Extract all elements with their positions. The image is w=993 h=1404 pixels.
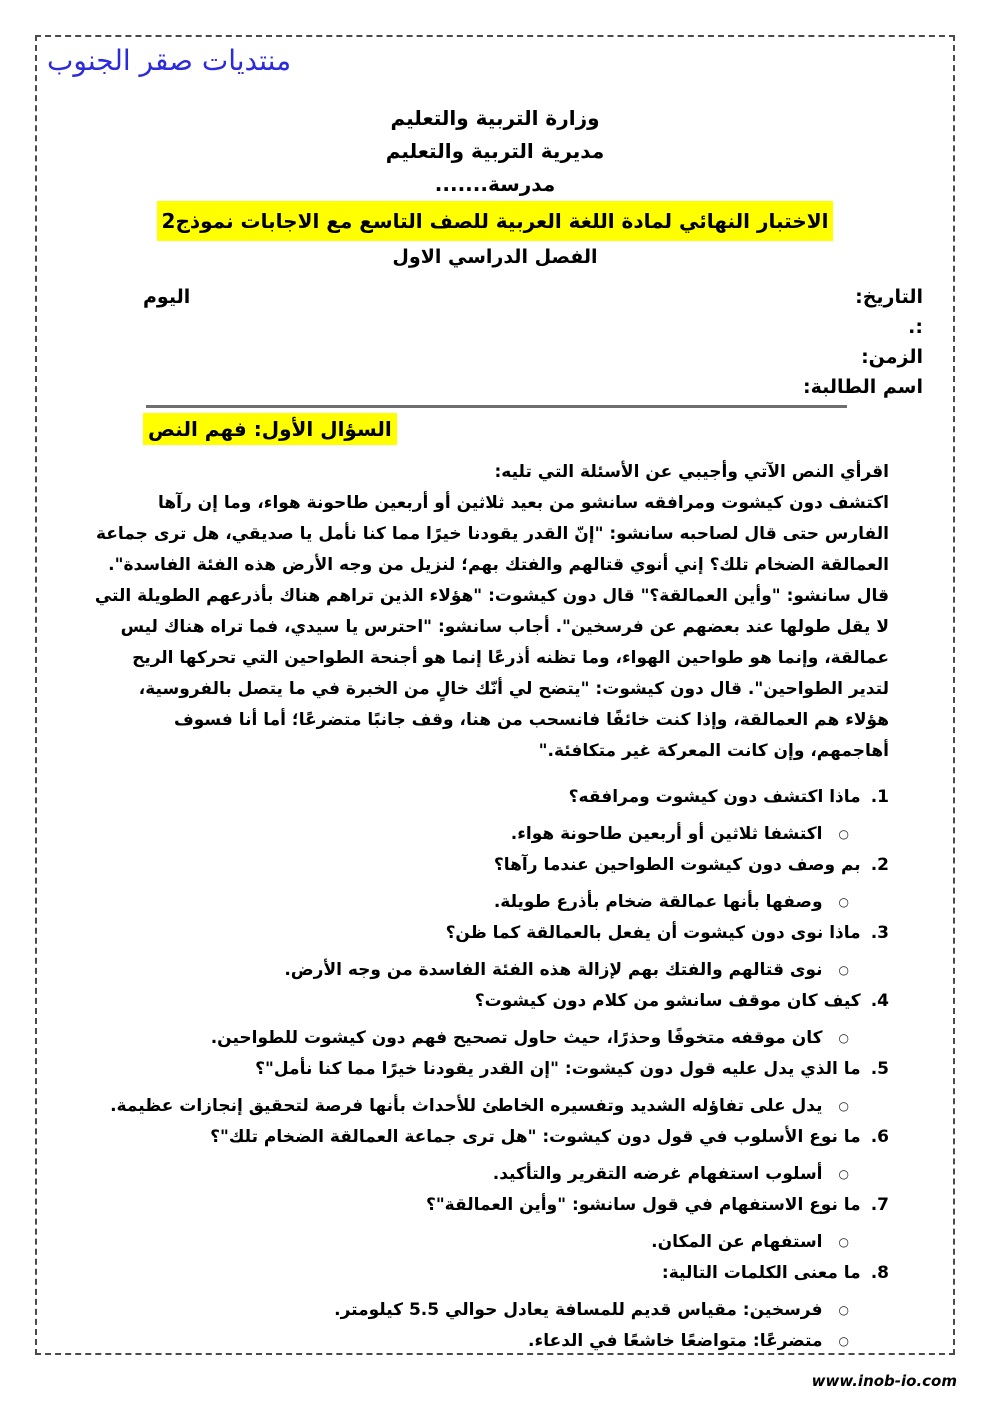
circle-bullet-icon: ○ (838, 963, 849, 977)
document-header (37, 102, 953, 274)
question-text: ما معنى الكلمات التالية: (661, 1263, 861, 1283)
question-number: 7. (870, 1195, 889, 1215)
question-text: ما الذي يدل عليه قول دون كيشوت: "إن القدر يقودنا خيرًا مما كنا نأمل"؟ (255, 1059, 861, 1079)
question-number: 3. (870, 923, 889, 943)
forum-watermark: منتديات صقر الجنوب (47, 44, 292, 77)
question-text: ما نوع الأسلوب في قول دون كيشوت: "هل ترى جماعة العمالقة الضخام تلك"؟ (210, 1127, 861, 1147)
date-value: اليوم (143, 286, 191, 308)
question-number: 6. (870, 1127, 889, 1147)
answer-row (37, 1024, 953, 1053)
answer-text: يدل على تفاؤله الشديد وتفسيره الخاطئ للأحداث بأنها فرصة لتحقيق إنجازات عظيمة. (110, 1096, 823, 1116)
circle-bullet-icon: ○ (838, 1235, 849, 1249)
answer-row (37, 956, 953, 985)
section1-title-highlight: السؤال الأول: فهم النص (143, 413, 397, 445)
answer-row (37, 820, 953, 849)
exam-title-line (37, 201, 953, 241)
circle-bullet-icon: ○ (838, 1099, 849, 1113)
passage-instruction: اقرأي النص الآتي وأجيبي عن الأسئلة التي تليه: (494, 462, 889, 482)
answer-text: فرسخين: مقياس قديم للمسافة يعادل حوالي 5.5 كيلومتر. (334, 1300, 823, 1320)
answer-row (37, 1228, 953, 1257)
answer-text: استفهام عن المكان. (651, 1232, 823, 1252)
answer-row (37, 1327, 953, 1356)
question-number: 2. (870, 855, 889, 875)
answer-text: نوى قتالهم والفتك بهم لإزالة هذه الفئة الفاسدة من وجه الأرض. (284, 960, 823, 980)
question-row (37, 1123, 953, 1152)
section1-title-row (37, 413, 953, 445)
time-label: الزمن: (861, 346, 923, 368)
page-dashed-border (35, 35, 955, 1355)
question-row (37, 1055, 953, 1084)
circle-bullet-icon: ○ (838, 1303, 849, 1317)
horizontal-divider (146, 405, 847, 408)
student-name-row (67, 372, 923, 402)
dots-text: .: (908, 316, 923, 338)
school-line: مدرسة....... (434, 172, 556, 196)
reading-passage (93, 457, 889, 767)
question-row (37, 783, 953, 812)
time-field-row (67, 342, 923, 372)
answer-text: أسلوب استفهام غرضه التقرير والتأكيد. (492, 1164, 823, 1184)
answer-text: وصفها بأنها عمالقة ضخام بأذرع طويلة. (493, 892, 823, 912)
question-number: 4. (870, 991, 889, 1011)
answer-text: متضرعًا: متواضعًا خاشعًا في الدعاء. (528, 1331, 823, 1351)
circle-bullet-icon: ○ (838, 1334, 849, 1348)
questions-list (37, 783, 953, 1356)
answer-text: اكتشفا ثلاثين أو أربعين طاحونة هواء. (510, 824, 823, 844)
exam-meta-fields (37, 282, 953, 402)
circle-bullet-icon: ○ (838, 1167, 849, 1181)
student-name-label: اسم الطالبة: (802, 376, 923, 398)
question-row (37, 851, 953, 880)
passage-text: اكتشف دون كيشوت ومرافقه سانشو من بعيد ثلاثين أو أربعين طاحونة هواء، وما إن رآها الفارس حتى قال لصاحبه سانشو: "إنّ القدر يقودنا خيرًا مما كنا نأمل يا صديقي، هل ترى جماعة العمالقة الضخام تلك؟ إني أنوي قتالهم والفتك بهم؛ لنزيل من وجه الأرض هذه الفئة الفاسدة". قال سانشو: "وأين العمالقة؟" قال دون كيشوت: "هؤلاء الذين تراهم هناك بأذرعهم الطويلة التي لا يقل طولها عند بعضهم عن فرسخين". أجاب سانشو: "احترس يا سيدي، فما تراه هناك ليس عمالقة، وإنما هو طواحين الهواء، وما تظنه أذرعًا إنما هو أجنحة الطواحين التي تحركها الريح لتدير الطواحين". قال دون كيشوت: "يتضح لي أنّك خالٍ من الخبرة في ما يتصل بالفروسية، هؤلاء هم العمالقة، وإذا كنت خائفًا فانسحب من هنا، وقف جانبًا متضرعًا؛ أما أنا فسوف أهاجمهم، وإن كانت المعركة غير متكافئة." (94, 493, 889, 761)
question-number: 5. (870, 1059, 889, 1079)
question-row (37, 1191, 953, 1220)
question-number: 8. (870, 1263, 889, 1283)
date-field-row (67, 282, 923, 312)
semester-line: الفصل الدراسي الاول (392, 246, 598, 268)
question-text: كيف كان موقف سانشو من كلام دون كيشوت؟ (474, 991, 861, 1011)
question-text: ماذا اكتشف دون كيشوت ومرافقه؟ (568, 787, 861, 807)
answer-row (37, 1160, 953, 1189)
exam-title-highlight: الاختبار النهائي لمادة اللغة العربية للصف التاسع مع الاجابات نموذج2 (157, 201, 834, 241)
circle-bullet-icon: ○ (838, 1031, 849, 1045)
question-text: بم وصف دون كيشوت الطواحين عندما رآها؟ (493, 855, 861, 875)
question-row (37, 1259, 953, 1288)
dots-row (67, 312, 923, 342)
question-number: 1. (870, 787, 889, 807)
date-label: التاريخ: (855, 286, 923, 308)
question-row (37, 987, 953, 1016)
source-website-url: www.inob-io.com (811, 1372, 957, 1390)
question-text: ما نوع الاستفهام في قول سانشو: "وأين العمالقة"؟ (425, 1195, 861, 1215)
circle-bullet-icon: ○ (838, 895, 849, 909)
answer-row (37, 1092, 953, 1121)
circle-bullet-icon: ○ (838, 827, 849, 841)
question-text: ماذا نوى دون كيشوت أن يفعل بالعمالقة كما ظن؟ (445, 923, 861, 943)
answer-row (37, 888, 953, 917)
ministry-line: وزارة التربية والتعليم (390, 106, 600, 130)
answer-text: كان موقفه متخوفًا وحذرًا، حيث حاول تصحيح فهم دون كيشوت للطواحين. (210, 1028, 823, 1048)
question-row (37, 919, 953, 948)
directorate-line: مديرية التربية والتعليم (385, 139, 605, 163)
answer-row (37, 1296, 953, 1325)
